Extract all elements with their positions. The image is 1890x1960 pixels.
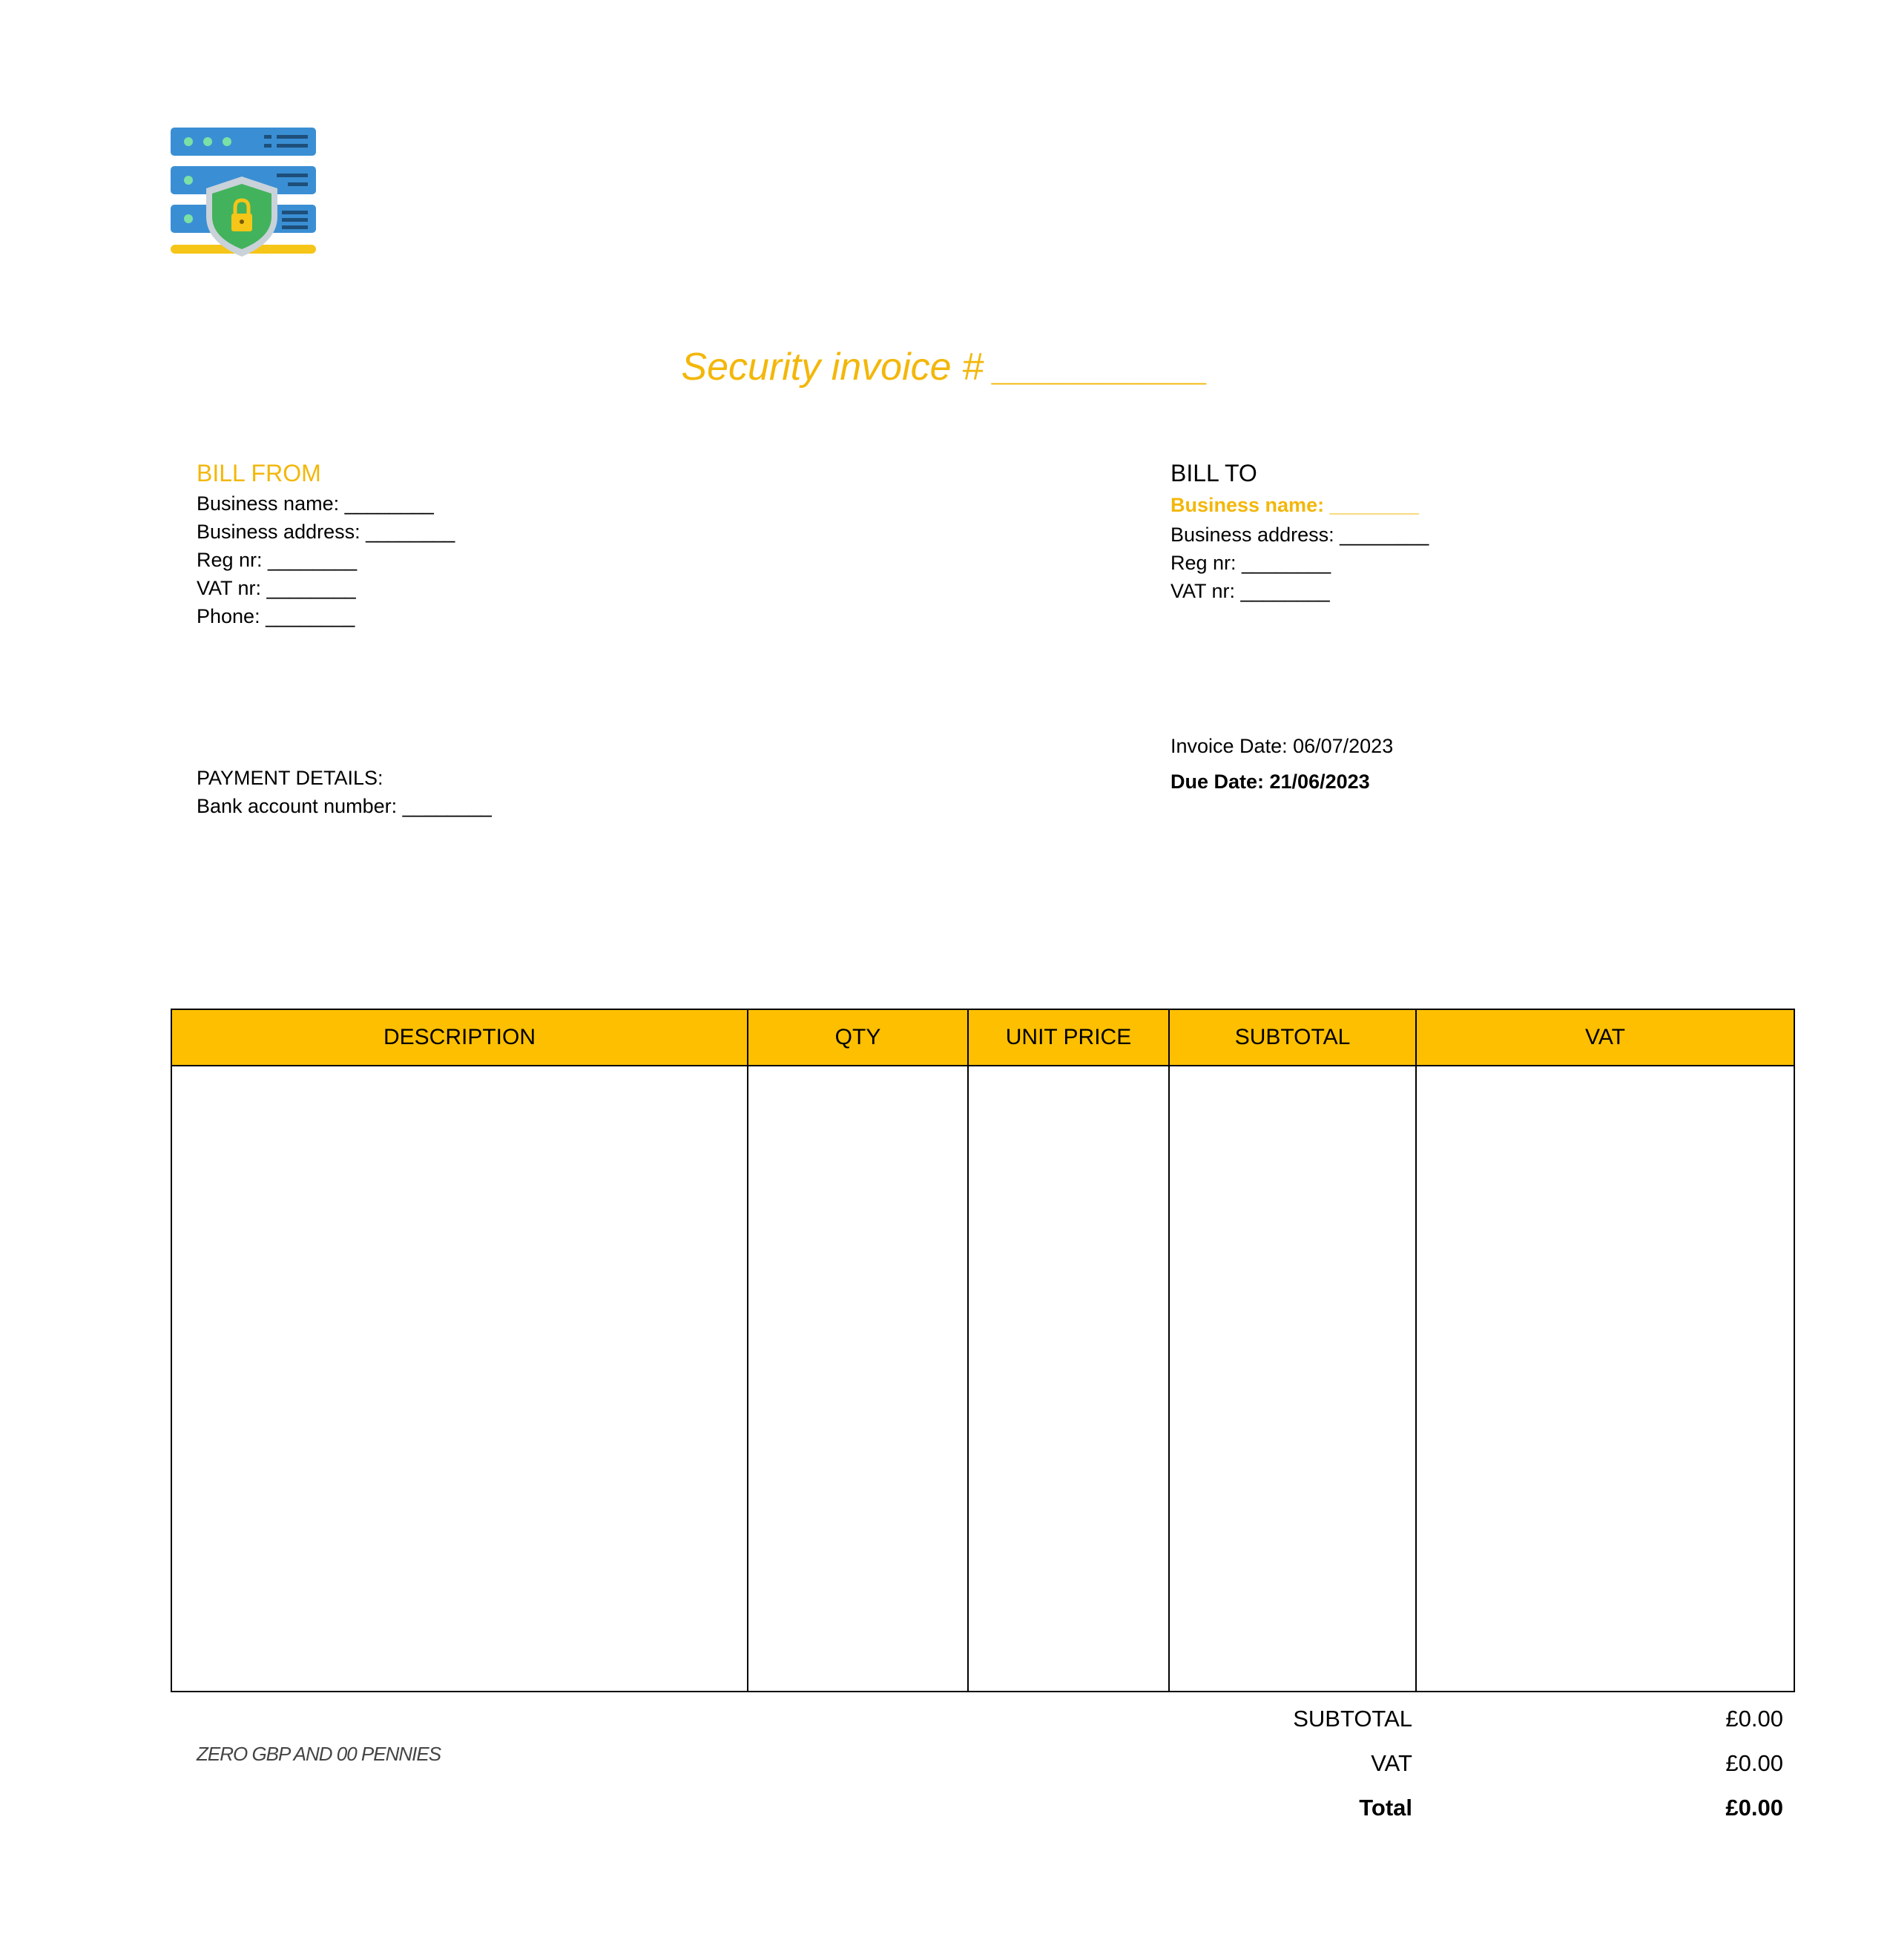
payment-details-block [197,764,492,820]
qty-cell[interactable] [748,1066,968,1691]
vat-cell[interactable] [1416,1066,1794,1691]
subtotal-label: SUBTOTAL [1293,1706,1412,1732]
due-date: Due Date: 21/06/2023 [1170,771,1370,793]
bill-from-heading: BILL FROM [197,460,321,486]
amount-in-words: ZERO GBP AND 00 PENNIES [197,1743,441,1765]
bill-to-reg-nr: Reg nr: ________ [1170,552,1331,574]
bill-to-business-name: Business name: ________ [1170,494,1419,516]
total-label: Total [1359,1795,1412,1821]
bill-from-phone: Phone: ________ [197,605,355,627]
vat-label: VAT [1371,1750,1412,1776]
bank-account-number: Bank account number: ________ [197,795,492,817]
bill-from-reg-nr: Reg nr: ________ [197,549,358,571]
bill-to-vat-nr: VAT nr: ________ [1170,580,1330,602]
column-header-vat: VAT [1416,1010,1794,1066]
column-header-unit-price: UNIT PRICE [968,1010,1169,1066]
column-header-description: DESCRIPTION [172,1010,748,1066]
subtotal-cell[interactable] [1169,1066,1416,1691]
bill-to-business-address: Business address: ________ [1170,524,1429,546]
dates-block [1170,728,1393,799]
bill-to-block [1170,457,1429,605]
vat-value: £0.00 [1725,1750,1783,1776]
column-header-subtotal: SUBTOTAL [1169,1010,1416,1066]
bill-from-business-name: Business name: ________ [197,492,434,515]
totals-labels [1187,1706,1412,1839]
table-row [172,1066,1794,1691]
payment-details-heading: PAYMENT DETAILS: [197,767,383,789]
company-logo [169,126,317,258]
bill-from-vat-nr: VAT nr: ________ [197,577,356,599]
column-header-qty: QTY [748,1010,968,1066]
totals-values [1558,1706,1783,1839]
bill-to-heading: BILL TO [1170,460,1257,486]
invoice-title: Security invoice # __________ [681,346,1209,389]
server-shield-lock-icon [169,126,317,258]
subtotal-value: £0.00 [1725,1706,1783,1732]
total-value: £0.00 [1725,1795,1783,1821]
description-cell[interactable] [172,1066,748,1691]
bill-from-block [197,457,455,630]
bill-from-business-address: Business address: ________ [197,521,455,543]
invoice-date: Invoice Date: 06/07/2023 [1170,735,1394,757]
line-items-table [171,1009,1795,1692]
unit-price-cell[interactable] [968,1066,1169,1691]
table-header-row [172,1010,1794,1066]
